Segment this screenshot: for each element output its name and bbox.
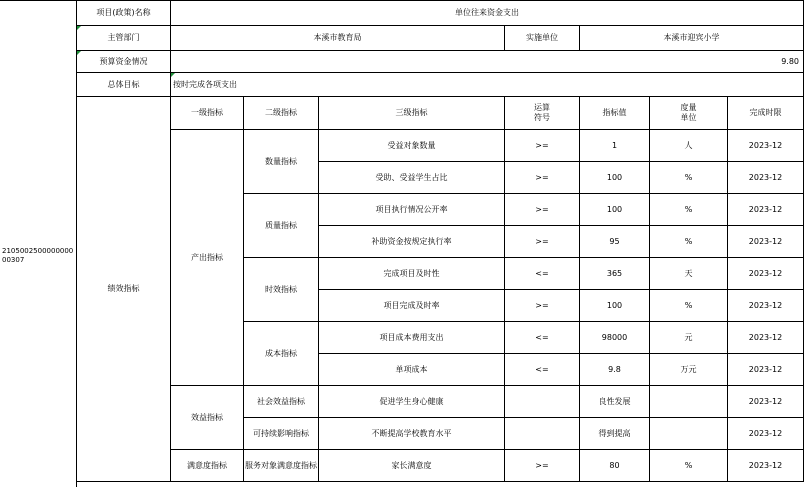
indicator-operator: >= — [505, 450, 580, 482]
indicator-operator: <= — [505, 258, 580, 290]
level2-indicator: 服务对象满意度指标 — [244, 450, 319, 482]
level1-indicator: 满意度指标 — [171, 450, 244, 482]
level2-indicator: 质量指标 — [244, 194, 319, 258]
indicator-deadline: 2023-12 — [728, 290, 804, 322]
indicator-name: 家长满意度 — [319, 450, 505, 482]
level2-indicator: 成本指标 — [244, 322, 319, 386]
indicator-deadline: 2023-12 — [728, 450, 804, 482]
level1-indicator: 效益指标 — [171, 386, 244, 450]
indicator-deadline: 2023-12 — [728, 162, 804, 194]
indicator-value: 95 — [580, 226, 650, 258]
indicator-name: 单项成本 — [319, 354, 505, 386]
indicator-operator: <= — [505, 354, 580, 386]
project-name-label: 项目(政策)名称 — [77, 1, 171, 26]
level2-indicator: 社会效益指标 — [244, 386, 319, 418]
indicator-deadline: 2023-12 — [728, 130, 804, 162]
indicator-value: 365 — [580, 258, 650, 290]
indicator-deadline: 2023-12 — [728, 386, 804, 418]
indicator-operator: >= — [505, 290, 580, 322]
indicator-deadline: 2023-12 — [728, 354, 804, 386]
indicator-unit: 元 — [650, 322, 728, 354]
indicator-name: 不断提高学校教育水平 — [319, 418, 505, 450]
dept-label: 主管部门 — [77, 26, 171, 51]
indicator-unit: 天 — [650, 258, 728, 290]
impl-label: 实施单位 — [505, 26, 580, 51]
budget-value: 9.80 — [171, 51, 804, 73]
column-header-level1: 一级指标 — [171, 97, 244, 130]
goal-label: 总体目标 — [77, 73, 171, 97]
indicator-unit — [650, 418, 728, 450]
column-header-unit: 度量 单位 — [650, 97, 728, 130]
indicator-name: 项目完成及时率 — [319, 290, 505, 322]
indicator-name: 项目执行情况公开率 — [319, 194, 505, 226]
column-header-deadline: 完成时限 — [728, 97, 804, 130]
indicator-unit: % — [650, 162, 728, 194]
indicator-deadline: 2023-12 — [728, 322, 804, 354]
column-header-level3: 三级指标 — [319, 97, 505, 130]
indicator-value: 1 — [580, 130, 650, 162]
indicator-deadline: 2023-12 — [728, 226, 804, 258]
indicator-operator: >= — [505, 130, 580, 162]
level2-indicator: 时效指标 — [244, 258, 319, 322]
indicator-value: 100 — [580, 290, 650, 322]
indicator-value: 得到提高 — [580, 418, 650, 450]
row-id-cell — [0, 0, 77, 487]
column-header-op: 运算 符号 — [505, 97, 580, 130]
indicator-name: 促进学生身心健康 — [319, 386, 505, 418]
goal-value: 按时完成各项支出 — [171, 73, 804, 97]
indicator-deadline: 2023-12 — [728, 418, 804, 450]
column-header-value: 指标值 — [580, 97, 650, 130]
indicator-deadline: 2023-12 — [728, 194, 804, 226]
row-id: 210500250000000000307 — [2, 247, 74, 264]
indicator-value: 100 — [580, 194, 650, 226]
project-name-value: 单位往来资金支出 — [171, 1, 804, 26]
indicator-name: 受益对象数量 — [319, 130, 505, 162]
indicator-unit: % — [650, 226, 728, 258]
dept-value: 本溪市教育局 — [171, 26, 505, 51]
column-header-level2: 二级指标 — [244, 97, 319, 130]
budget-label: 预算资金情况 — [77, 51, 171, 73]
performance-label: 绩效指标 — [77, 97, 171, 482]
level2-indicator: 数量指标 — [244, 130, 319, 194]
indicator-name: 完成项目及时性 — [319, 258, 505, 290]
indicator-value: 9.8 — [580, 354, 650, 386]
indicator-deadline: 2023-12 — [728, 258, 804, 290]
indicator-operator: >= — [505, 162, 580, 194]
indicator-unit: % — [650, 450, 728, 482]
indicator-unit: % — [650, 290, 728, 322]
level2-indicator: 可持续影响指标 — [244, 418, 319, 450]
indicator-value: 良性发展 — [580, 386, 650, 418]
indicator-operator: >= — [505, 226, 580, 258]
indicator-name: 受助、受益学生占比 — [319, 162, 505, 194]
indicator-operator — [505, 386, 580, 418]
indicator-unit — [650, 386, 728, 418]
indicator-name: 项目成本费用支出 — [319, 322, 505, 354]
indicator-operator — [505, 418, 580, 450]
indicator-unit: % — [650, 194, 728, 226]
indicator-operator: >= — [505, 194, 580, 226]
impl-value: 本溪市迎宾小学 — [580, 26, 804, 51]
indicator-value: 80 — [580, 450, 650, 482]
indicator-unit: 人 — [650, 130, 728, 162]
indicator-unit: 万元 — [650, 354, 728, 386]
level1-indicator: 产出指标 — [171, 130, 244, 386]
indicator-name: 补助资金按规定执行率 — [319, 226, 505, 258]
indicator-value: 98000 — [580, 322, 650, 354]
indicator-value: 100 — [580, 162, 650, 194]
indicator-operator: <= — [505, 322, 580, 354]
